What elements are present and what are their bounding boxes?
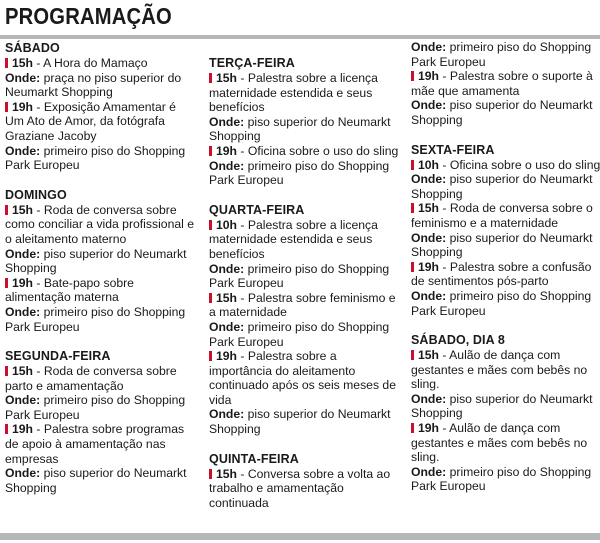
event-item — [411, 421, 600, 465]
event-item — [209, 349, 399, 407]
location-label: Onde: — [411, 288, 447, 303]
column-3 — [411, 40, 600, 494]
event-time: 19h — [418, 259, 440, 274]
event-location — [209, 115, 399, 144]
location-text: piso superior do Neumarkt Shopping — [5, 466, 187, 495]
event-item — [411, 348, 600, 392]
event-item — [5, 364, 195, 393]
location-label: Onde: — [209, 319, 245, 334]
event-item — [5, 276, 195, 305]
event-location — [5, 71, 195, 100]
day-block — [5, 348, 195, 495]
event-description: - Oficina sobre o uso do sling — [439, 157, 600, 172]
event-time: 15h — [216, 71, 238, 85]
event-item — [5, 422, 195, 466]
event-location — [5, 393, 195, 422]
location-label: Onde: — [411, 230, 447, 245]
event-item — [5, 56, 195, 71]
day-heading: DOMINGO — [5, 187, 67, 202]
event-time: 10h — [216, 217, 238, 232]
day-block — [5, 40, 195, 173]
event-location — [411, 289, 600, 318]
event-location — [5, 144, 195, 173]
event-time: 19h — [12, 99, 34, 114]
event-item — [209, 71, 399, 115]
event-time: 19h — [216, 349, 238, 364]
event-item — [209, 291, 399, 320]
event-item — [5, 203, 195, 247]
event-time: 15h — [418, 201, 440, 216]
location-label: Onde: — [411, 172, 447, 187]
day-block — [209, 451, 399, 511]
event-marker-icon — [209, 469, 212, 479]
event-location — [5, 247, 195, 276]
event-description: - Aulão de dança com gestantes e mães com bebês no sling. — [411, 348, 588, 392]
event-item — [5, 100, 195, 144]
day-block — [411, 332, 600, 494]
location-label: Onde: — [209, 261, 245, 276]
event-location — [5, 466, 195, 495]
top-divider — [0, 35, 600, 39]
event-location — [411, 172, 600, 201]
event-location — [209, 407, 399, 436]
location-label: Onde: — [5, 466, 41, 481]
event-marker-icon — [411, 350, 414, 360]
event-marker-icon — [209, 73, 212, 83]
event-time: 15h — [216, 466, 238, 481]
day-heading: SÁBADO — [5, 41, 60, 55]
location-text: primeiro piso do Shopping Park Europeu — [411, 288, 592, 318]
event-time: 19h — [418, 69, 440, 84]
event-marker-icon — [209, 293, 212, 303]
event-marker-icon — [411, 203, 414, 213]
event-location — [5, 305, 195, 334]
event-time: 15h — [216, 290, 238, 305]
location-label: Onde: — [5, 393, 41, 408]
event-location — [411, 98, 600, 127]
event-time: 10h — [418, 157, 440, 172]
event-time: 15h — [418, 348, 440, 363]
day-heading: SEXTA-FEIRA — [411, 142, 495, 157]
location-label: Onde: — [5, 246, 41, 261]
event-description: - Palestra sobre a licença maternidade estendida e seus benefícios — [209, 71, 378, 115]
day-block — [411, 40, 600, 128]
event-description: - Palestra sobre programas de apoio à amamentação nas empresas — [5, 422, 185, 466]
day-block — [209, 55, 399, 188]
location-label: Onde: — [209, 158, 245, 173]
location-label: Onde: — [411, 98, 447, 113]
event-time: 19h — [12, 275, 34, 290]
event-description: - Palestra sobre o suporte à mãe que amamenta — [411, 69, 593, 98]
event-item — [209, 144, 399, 159]
event-item — [411, 201, 600, 230]
location-label: Onde: — [411, 40, 447, 54]
event-item — [209, 218, 399, 262]
location-text: piso superior do Neumarkt Shopping — [209, 114, 391, 144]
day-heading: SÁBADO, DIA 8 — [411, 333, 505, 348]
location-label: Onde: — [209, 407, 245, 422]
event-description: - Palestra sobre feminismo e a maternidade — [209, 290, 396, 320]
event-marker-icon — [411, 262, 414, 272]
location-text: piso superior do Neumarkt Shopping — [411, 230, 593, 260]
location-text: primeiro piso do Shopping Park Europeu — [411, 40, 592, 69]
event-marker-icon — [5, 366, 8, 376]
event-marker-icon — [5, 58, 8, 68]
event-time: 15h — [12, 56, 34, 70]
event-description: - Palestra sobre a importância do aleitamento continuado após os seis meses de vida — [209, 349, 396, 407]
day-heading: TERÇA-FEIRA — [209, 56, 295, 70]
location-text: primeiro piso do Shopping Park Europeu — [5, 393, 186, 422]
event-item — [411, 69, 600, 98]
event-time: 19h — [216, 143, 238, 158]
event-time: 15h — [12, 364, 34, 379]
event-item — [411, 158, 600, 173]
event-description: - Roda de conversa sobre parto e amamentação — [5, 364, 177, 393]
location-label: Onde: — [209, 114, 245, 129]
event-marker-icon — [5, 278, 8, 288]
event-location — [411, 465, 600, 494]
page-title: PROGRAMAÇÃO — [5, 3, 172, 29]
event-marker-icon — [411, 71, 414, 81]
event-description: - Exposição Amamentar é Um Ato de Amor, da fotógrafa Graziane Jacoby — [5, 99, 176, 143]
location-label: Onde: — [411, 391, 447, 406]
location-text: praça no piso superior do Neumarkt Shopping — [5, 70, 182, 100]
location-text: primeiro piso do Shopping Park Europeu — [411, 464, 592, 494]
location-text: piso superior do Neumarkt Shopping — [5, 246, 187, 276]
event-location — [411, 231, 600, 260]
event-marker-icon — [5, 424, 8, 434]
day-block — [209, 202, 399, 437]
location-text: piso superior do Neumarkt Shopping — [411, 391, 593, 421]
event-description: - Aulão de dança com gestantes e mães com bebês no sling. — [411, 421, 588, 465]
location-label: Onde: — [5, 70, 41, 85]
location-text: primeiro piso do Shopping Park Europeu — [209, 319, 390, 349]
bottom-divider — [0, 533, 600, 540]
day-heading: QUINTA-FEIRA — [209, 451, 299, 466]
column-2 — [209, 55, 399, 510]
event-description: - Palestra sobre a confusão de sentimentos pós-parto — [411, 259, 592, 289]
day-heading: QUARTA-FEIRA — [209, 202, 305, 217]
location-text: primeiro piso do Shopping Park Europeu — [5, 304, 186, 334]
location-text: primeiro piso do Shopping Park Europeu — [209, 261, 390, 291]
event-marker-icon — [209, 146, 212, 156]
event-location — [209, 320, 399, 349]
event-time: 15h — [12, 202, 34, 217]
location-label: Onde: — [5, 304, 41, 319]
column-1 — [5, 40, 195, 495]
day-heading: SEGUNDA-FEIRA — [5, 349, 111, 364]
event-description: - Roda de conversa sobre como conciliar a vida profissional e o aleitamento materno — [5, 202, 194, 246]
event-time: 19h — [12, 422, 34, 437]
event-description: - Oficina sobre o uso do sling — [237, 143, 399, 158]
event-marker-icon — [5, 205, 8, 215]
event-description: - Roda de conversa sobre o feminismo e a maternidade — [411, 201, 593, 230]
event-description: - Conversa sobre a volta ao trabalho e amamentação continuada — [209, 466, 391, 510]
event-location — [411, 40, 600, 69]
event-marker-icon — [209, 220, 212, 230]
event-time: 19h — [418, 421, 440, 436]
day-block — [411, 142, 600, 319]
location-label: Onde: — [411, 464, 447, 479]
event-description: - Palestra sobre a licença maternidade estendida e seus benefícios — [209, 217, 378, 261]
event-description: - A Hora do Mamaço — [33, 56, 148, 70]
event-location — [209, 262, 399, 291]
location-text: primeiro piso do Shopping Park Europeu — [209, 158, 390, 188]
event-marker-icon — [411, 423, 414, 433]
location-label: Onde: — [5, 143, 41, 158]
event-location — [209, 159, 399, 188]
location-text: piso superior do Neumarkt Shopping — [411, 98, 593, 127]
event-description: - Bate-papo sobre alimentação materna — [5, 275, 134, 305]
event-item — [411, 260, 600, 289]
location-text: piso superior do Neumarkt Shopping — [411, 172, 593, 201]
event-marker-icon — [5, 102, 8, 112]
event-marker-icon — [209, 351, 212, 361]
day-block — [5, 187, 195, 334]
location-text: piso superior do Neumarkt Shopping — [209, 407, 391, 437]
event-marker-icon — [411, 160, 414, 170]
event-location — [411, 392, 600, 421]
event-item — [209, 467, 399, 511]
location-text: primeiro piso do Shopping Park Europeu — [5, 143, 186, 173]
